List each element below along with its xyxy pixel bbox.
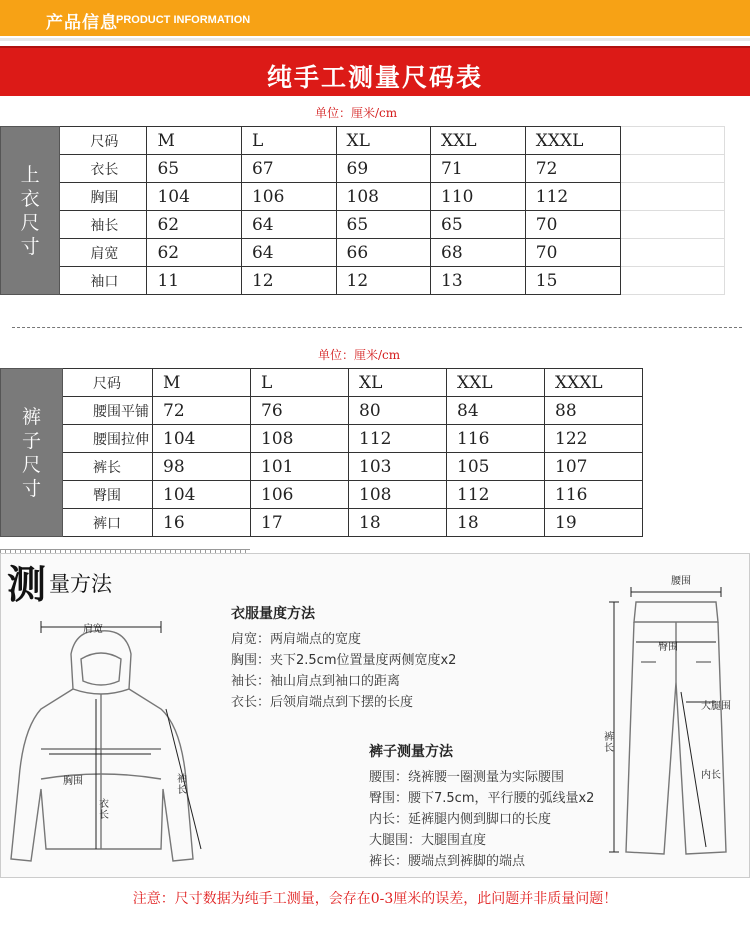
size-cell: 104 [147, 183, 242, 211]
size-cell: 18 [447, 509, 545, 537]
pants-line: 臀围：腰下7.5cm，平行腰的弧线量x2 [369, 791, 595, 806]
pants-line: 内长：延裤腿内侧到脚口的长度 [369, 812, 552, 827]
blank-cell [621, 127, 725, 155]
label-thigh: 大腿围 [701, 701, 731, 712]
size-cell: 65 [431, 211, 526, 239]
size-cell: L [251, 369, 349, 397]
size-cell: 107 [545, 453, 643, 481]
pants-line: 裤长：腰端点到裤脚的端点 [369, 854, 526, 869]
side-label-char: 上 [20, 163, 40, 186]
row-label: 衣长 [60, 155, 147, 183]
table-row [1, 239, 725, 267]
size-cell: 106 [241, 183, 336, 211]
row-label: 尺码 [60, 127, 147, 155]
label-pants-length: 裤长 [604, 732, 614, 754]
size-cell: 103 [349, 453, 447, 481]
top-size-table [0, 126, 725, 295]
table-row [1, 267, 725, 295]
size-cell: XXL [431, 127, 526, 155]
size-cell: 16 [153, 509, 251, 537]
size-cell: 11 [147, 267, 242, 295]
size-cell: 112 [447, 481, 545, 509]
pants-method-text [369, 742, 594, 872]
size-cell: 80 [349, 397, 447, 425]
table-row [1, 509, 643, 537]
table-side-label [1, 127, 60, 295]
side-label-char: 尺 [20, 211, 40, 234]
row-label: 袖口 [60, 267, 147, 295]
size-cell: 106 [251, 481, 349, 509]
size-cell: 108 [349, 481, 447, 509]
label-inseam: 内长 [701, 770, 721, 781]
header-title-cn: 产品信息 [46, 13, 118, 33]
size-cell: 76 [251, 397, 349, 425]
row-label: 尺码 [63, 369, 153, 397]
size-cell: 122 [545, 425, 643, 453]
jacket-line: 胸围：夹下2.5cm位置量度两侧宽度x2 [231, 653, 457, 668]
blank-cell [621, 183, 725, 211]
table-row [1, 481, 643, 509]
size-cell: 71 [431, 155, 526, 183]
size-cell: 19 [545, 509, 643, 537]
size-cell: 84 [447, 397, 545, 425]
bottom-size-table [0, 368, 643, 537]
size-cell: 108 [251, 425, 349, 453]
size-cell: 112 [349, 425, 447, 453]
size-cell: XXXL [545, 369, 643, 397]
size-cell: 98 [153, 453, 251, 481]
table-side-label [1, 369, 63, 537]
side-label-char: 寸 [21, 477, 41, 500]
row-label: 胸围 [60, 183, 147, 211]
row-label: 裤长 [63, 453, 153, 481]
unit-label-bottom: 单位：厘米/cm [318, 348, 401, 362]
banner-title: 纯手工测量尺码表 [266, 63, 483, 92]
size-cell: 116 [545, 481, 643, 509]
size-cell: 88 [545, 397, 643, 425]
jacket-method-text [231, 604, 456, 713]
pants-line: 大腿围：大腿围直度 [369, 833, 487, 848]
pants-method-heading: 裤子测量方法 [369, 744, 453, 760]
size-cell: 65 [147, 155, 242, 183]
jacket-illustration [1, 599, 216, 874]
size-cell: 13 [431, 267, 526, 295]
size-cell: 72 [525, 155, 620, 183]
blank-cell [621, 267, 725, 295]
size-cell: XXXL [525, 127, 620, 155]
side-label-char: 裤 [21, 405, 41, 428]
dashed-divider [12, 327, 742, 328]
label-hip: 臀围 [658, 642, 678, 653]
label-shoulder: 肩宽 [83, 624, 103, 635]
row-label: 臀围 [63, 481, 153, 509]
disclaimer-note: 注意：尺寸数据为纯手工测量，会存在0-3厘米的误差，此问题并非质量问题！ [132, 891, 618, 907]
size-cell: 64 [241, 211, 336, 239]
side-label-char: 尺 [21, 453, 41, 476]
banner [0, 46, 750, 96]
side-label-char: 衣 [20, 187, 40, 210]
row-label: 腰围平铺 [63, 397, 153, 425]
jacket-line: 袖长：袖山肩点到袖口的距离 [231, 674, 401, 689]
header-bar [0, 0, 750, 36]
blank-cell [621, 239, 725, 267]
size-cell: 72 [153, 397, 251, 425]
measure-method-panel [0, 553, 750, 878]
label-chest: 胸围 [63, 776, 83, 787]
size-cell: 18 [349, 509, 447, 537]
table-header-row [1, 127, 725, 155]
jacket-line: 肩宽：两肩端点的宽度 [231, 632, 362, 647]
size-cell: 110 [431, 183, 526, 211]
size-cell: 104 [153, 425, 251, 453]
size-cell: 108 [336, 183, 431, 211]
size-cell: 70 [525, 211, 620, 239]
row-label: 腰围拉伸 [63, 425, 153, 453]
size-cell: XL [349, 369, 447, 397]
pants-line: 腰围：绕裤腰一圈测量为实际腰围 [369, 770, 565, 785]
size-cell: 104 [153, 481, 251, 509]
size-cell: 69 [336, 155, 431, 183]
size-cell: 62 [147, 239, 242, 267]
table-row [1, 397, 643, 425]
table-row [1, 211, 725, 239]
size-cell: L [241, 127, 336, 155]
size-cell: M [153, 369, 251, 397]
size-cell: 12 [336, 267, 431, 295]
divider [0, 38, 750, 41]
size-cell: 15 [525, 267, 620, 295]
jacket-method-heading: 衣服量度方法 [231, 606, 315, 622]
label-length: 衣长 [99, 799, 109, 821]
method-title-rest: 量方法 [49, 572, 112, 596]
table-header-row [1, 369, 643, 397]
table-row [1, 453, 643, 481]
row-label: 袖长 [60, 211, 147, 239]
size-cell: 12 [241, 267, 336, 295]
size-cell: 112 [525, 183, 620, 211]
size-cell: 105 [447, 453, 545, 481]
size-cell: 62 [147, 211, 242, 239]
side-label-char: 寸 [20, 235, 40, 258]
pants-illustration [596, 562, 746, 872]
row-label: 肩宽 [60, 239, 147, 267]
size-cell: M [147, 127, 242, 155]
side-label-char: 子 [21, 429, 41, 452]
size-cell: 101 [251, 453, 349, 481]
size-cell: 68 [431, 239, 526, 267]
header-title-en: PRODUCT INFORMATION [116, 14, 251, 26]
unit-label-top: 单位：厘米/cm [315, 106, 398, 120]
table-row [1, 155, 725, 183]
size-cell: 65 [336, 211, 431, 239]
label-waist: 腰围 [671, 576, 691, 587]
size-cell: 66 [336, 239, 431, 267]
size-cell: 116 [447, 425, 545, 453]
label-sleeve: 袖长 [177, 774, 187, 796]
blank-cell [621, 155, 725, 183]
size-cell: XL [336, 127, 431, 155]
table-row [1, 425, 643, 453]
size-cell: XXL [447, 369, 545, 397]
size-cell: 17 [251, 509, 349, 537]
size-cell: 67 [241, 155, 336, 183]
size-cell: 64 [241, 239, 336, 267]
blank-cell [621, 211, 725, 239]
method-title-big: 测 [7, 563, 47, 608]
table-row [1, 183, 725, 211]
size-cell: 70 [525, 239, 620, 267]
row-label: 裤口 [63, 509, 153, 537]
jacket-line: 衣长：后领肩端点到下摆的长度 [231, 695, 414, 710]
